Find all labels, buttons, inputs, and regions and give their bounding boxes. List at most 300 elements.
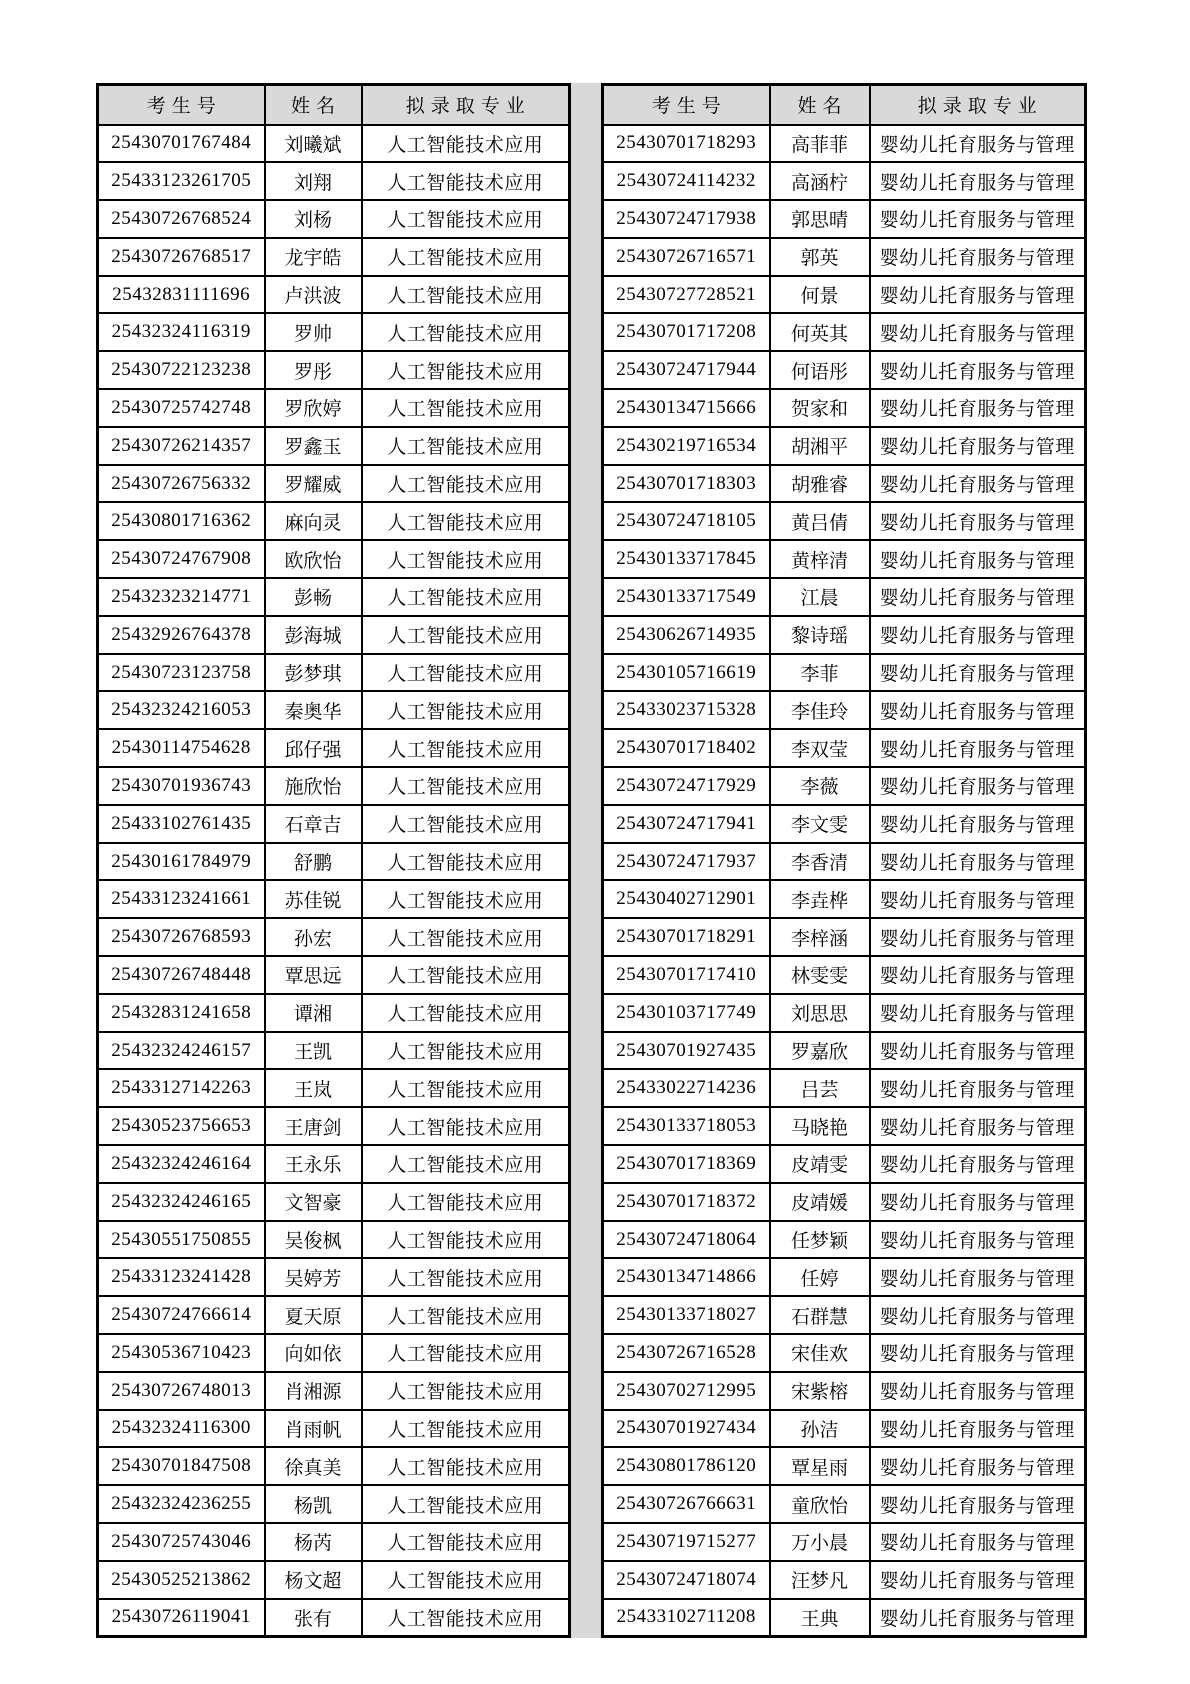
candidate-number-cell: 25430402712901 — [603, 880, 770, 918]
major-cell: 人工智能技术应用 — [362, 351, 570, 389]
table-row — [603, 1032, 1086, 1070]
candidate-number-cell: 25430702712995 — [603, 1372, 770, 1410]
table-row — [98, 1296, 570, 1334]
major-cell: 人工智能技术应用 — [362, 1145, 570, 1183]
major-cell: 人工智能技术应用 — [362, 1523, 570, 1561]
major-cell: 人工智能技术应用 — [362, 956, 570, 994]
major-cell: 人工智能技术应用 — [362, 465, 570, 503]
table-row — [603, 843, 1086, 881]
candidate-number-cell: 25432324246157 — [98, 1032, 265, 1070]
table-row — [603, 276, 1086, 314]
candidate-number-cell: 25430723123758 — [98, 654, 265, 692]
name-cell: 徐真美 — [265, 1447, 362, 1485]
major-cell: 婴幼儿托育服务与管理 — [870, 729, 1086, 767]
major-cell: 人工智能技术应用 — [362, 880, 570, 918]
name-cell: 黎诗瑶 — [770, 616, 870, 654]
name-cell: 马晓艳 — [770, 1107, 870, 1145]
candidate-number-cell: 25430219716534 — [603, 427, 770, 465]
column-header: 姓名 — [770, 85, 870, 125]
name-cell: 童欣怡 — [770, 1485, 870, 1523]
table-row — [98, 125, 570, 163]
name-cell: 彭海城 — [265, 616, 362, 654]
name-cell: 王岚 — [265, 1069, 362, 1107]
candidate-number-cell: 25430726119041 — [98, 1599, 265, 1637]
table-row — [98, 843, 570, 881]
table-row — [98, 1410, 570, 1448]
major-cell: 婴幼儿托育服务与管理 — [870, 200, 1086, 238]
table-row — [98, 1447, 570, 1485]
table-row — [603, 1221, 1086, 1259]
table-row — [98, 351, 570, 389]
candidate-number-cell: 25432324216053 — [98, 691, 265, 729]
major-cell: 人工智能技术应用 — [362, 1221, 570, 1259]
major-cell: 人工智能技术应用 — [362, 540, 570, 578]
candidate-number-cell: 25430103717749 — [603, 994, 770, 1032]
table-row — [98, 729, 570, 767]
candidate-number-cell: 25430134714866 — [603, 1258, 770, 1296]
name-cell: 覃思远 — [265, 956, 362, 994]
table-row — [603, 805, 1086, 843]
candidate-number-cell: 25430726768593 — [98, 918, 265, 956]
table-row — [603, 1523, 1086, 1561]
table-row — [98, 389, 570, 427]
table-row — [98, 540, 570, 578]
major-cell: 婴幼儿托育服务与管理 — [870, 578, 1086, 616]
major-cell: 婴幼儿托育服务与管理 — [870, 276, 1086, 314]
major-cell: 人工智能技术应用 — [362, 1599, 570, 1637]
candidate-number-cell: 25430551750855 — [98, 1221, 265, 1259]
name-cell: 向如依 — [265, 1334, 362, 1372]
name-cell: 张有 — [265, 1599, 362, 1637]
name-cell: 孙宏 — [265, 918, 362, 956]
name-cell: 江晨 — [770, 578, 870, 616]
candidate-number-cell: 25430724718105 — [603, 502, 770, 540]
name-cell: 彭梦琪 — [265, 654, 362, 692]
name-cell: 肖雨帆 — [265, 1410, 362, 1448]
table-row — [603, 540, 1086, 578]
name-cell: 吴俊枫 — [265, 1221, 362, 1259]
candidate-number-cell: 25432323214771 — [98, 578, 265, 616]
major-cell: 婴幼儿托育服务与管理 — [870, 994, 1086, 1032]
header-row — [98, 85, 570, 125]
candidate-number-cell: 25430701718369 — [603, 1145, 770, 1183]
name-cell: 石章吉 — [265, 805, 362, 843]
candidate-number-cell: 25430724718074 — [603, 1561, 770, 1599]
candidate-number-cell: 25430701718291 — [603, 918, 770, 956]
table-row — [98, 427, 570, 465]
major-cell: 人工智能技术应用 — [362, 200, 570, 238]
table-row — [603, 1145, 1086, 1183]
major-cell: 人工智能技术应用 — [362, 427, 570, 465]
table-header — [603, 85, 1086, 125]
candidate-number-cell: 25432831241658 — [98, 994, 265, 1032]
name-cell: 高涵柠 — [770, 162, 870, 200]
major-cell: 婴幼儿托育服务与管理 — [870, 1032, 1086, 1070]
candidate-number-cell: 25430626714935 — [603, 616, 770, 654]
candidate-number-cell: 25432324116300 — [98, 1410, 265, 1448]
major-cell: 婴幼儿托育服务与管理 — [870, 465, 1086, 503]
major-cell: 婴幼儿托育服务与管理 — [870, 1599, 1086, 1637]
table-row — [603, 691, 1086, 729]
major-cell: 婴幼儿托育服务与管理 — [870, 1069, 1086, 1107]
table-row — [98, 1107, 570, 1145]
name-cell: 吕芸 — [770, 1069, 870, 1107]
candidate-number-cell: 25430724717929 — [603, 767, 770, 805]
major-cell: 人工智能技术应用 — [362, 1561, 570, 1599]
candidate-number-cell: 25433127142263 — [98, 1069, 265, 1107]
name-cell: 刘曦斌 — [265, 125, 362, 163]
table-row — [98, 313, 570, 351]
name-cell: 肖湘源 — [265, 1372, 362, 1410]
table-row — [98, 767, 570, 805]
major-cell: 婴幼儿托育服务与管理 — [870, 1145, 1086, 1183]
table-row — [603, 1107, 1086, 1145]
candidate-number-cell: 25430133718027 — [603, 1296, 770, 1334]
table-row — [603, 389, 1086, 427]
name-cell: 刘思思 — [770, 994, 870, 1032]
candidate-number-cell: 25433023715328 — [603, 691, 770, 729]
name-cell: 刘杨 — [265, 200, 362, 238]
name-cell: 谭湘 — [265, 994, 362, 1032]
candidate-number-cell: 25430726768517 — [98, 238, 265, 276]
candidate-number-cell: 25430726716571 — [603, 238, 770, 276]
table-row — [98, 994, 570, 1032]
table-row — [98, 1599, 570, 1637]
name-cell: 石群慧 — [770, 1296, 870, 1334]
major-cell: 人工智能技术应用 — [362, 162, 570, 200]
candidate-number-cell: 25430724766614 — [98, 1296, 265, 1334]
table-row — [603, 880, 1086, 918]
major-cell: 人工智能技术应用 — [362, 389, 570, 427]
table-row — [603, 427, 1086, 465]
name-cell: 任梦颖 — [770, 1221, 870, 1259]
major-cell: 婴幼儿托育服务与管理 — [870, 691, 1086, 729]
name-cell: 黄吕倩 — [770, 502, 870, 540]
major-cell: 婴幼儿托育服务与管理 — [870, 616, 1086, 654]
table-row — [98, 276, 570, 314]
table-row — [603, 1372, 1086, 1410]
table-row — [98, 691, 570, 729]
name-cell: 杨芮 — [265, 1523, 362, 1561]
name-cell: 施欣怡 — [265, 767, 362, 805]
major-cell: 人工智能技术应用 — [362, 918, 570, 956]
major-cell: 婴幼儿托育服务与管理 — [870, 1561, 1086, 1599]
major-cell: 婴幼儿托育服务与管理 — [870, 1334, 1086, 1372]
candidate-number-cell: 25433123261705 — [98, 162, 265, 200]
name-cell: 李薇 — [770, 767, 870, 805]
candidate-number-cell: 25430134715666 — [603, 389, 770, 427]
candidate-number-cell: 25433022714236 — [603, 1069, 770, 1107]
candidate-number-cell: 25430726716528 — [603, 1334, 770, 1372]
candidate-number-cell: 25430701927435 — [603, 1032, 770, 1070]
name-cell: 罗鑫玉 — [265, 427, 362, 465]
table-row — [603, 351, 1086, 389]
name-cell: 罗嘉欣 — [770, 1032, 870, 1070]
major-cell: 婴幼儿托育服务与管理 — [870, 805, 1086, 843]
major-cell: 婴幼儿托育服务与管理 — [870, 125, 1086, 163]
major-cell: 人工智能技术应用 — [362, 1107, 570, 1145]
name-cell: 何英其 — [770, 313, 870, 351]
name-cell: 李文雯 — [770, 805, 870, 843]
major-cell: 人工智能技术应用 — [362, 1032, 570, 1070]
candidate-number-cell: 25430114754628 — [98, 729, 265, 767]
table-divider-strip — [571, 83, 601, 1638]
table-row — [603, 313, 1086, 351]
major-cell: 人工智能技术应用 — [362, 276, 570, 314]
major-cell: 婴幼儿托育服务与管理 — [870, 1447, 1086, 1485]
name-cell: 夏天原 — [265, 1296, 362, 1334]
major-cell: 婴幼儿托育服务与管理 — [870, 351, 1086, 389]
name-cell: 李梓涵 — [770, 918, 870, 956]
candidate-number-cell: 25430701847508 — [98, 1447, 265, 1485]
name-cell: 覃星雨 — [770, 1447, 870, 1485]
major-cell: 婴幼儿托育服务与管理 — [870, 313, 1086, 351]
table-row — [603, 578, 1086, 616]
table-row — [98, 1221, 570, 1259]
name-cell: 宋紫榕 — [770, 1372, 870, 1410]
major-cell: 婴幼儿托育服务与管理 — [870, 843, 1086, 881]
admission-tables-container — [96, 83, 1087, 1638]
header-row — [603, 85, 1086, 125]
name-cell: 郭思晴 — [770, 200, 870, 238]
name-cell: 杨凯 — [265, 1485, 362, 1523]
candidate-number-cell: 25430133717549 — [603, 578, 770, 616]
candidate-number-cell: 25430525213862 — [98, 1561, 265, 1599]
name-cell: 李香清 — [770, 843, 870, 881]
major-cell: 婴幼儿托育服务与管理 — [870, 956, 1086, 994]
major-cell: 婴幼儿托育服务与管理 — [870, 880, 1086, 918]
candidate-number-cell: 25430722123238 — [98, 351, 265, 389]
name-cell: 万小晨 — [770, 1523, 870, 1561]
major-cell: 人工智能技术应用 — [362, 843, 570, 881]
name-cell: 王唐剑 — [265, 1107, 362, 1145]
admission-table-ai — [96, 83, 571, 1638]
table-row — [98, 918, 570, 956]
name-cell: 秦奥华 — [265, 691, 362, 729]
major-cell: 人工智能技术应用 — [362, 729, 570, 767]
table-row — [98, 616, 570, 654]
candidate-number-cell: 25430133718053 — [603, 1107, 770, 1145]
table-row — [603, 1296, 1086, 1334]
name-cell: 苏佳锐 — [265, 880, 362, 918]
name-cell: 胡湘平 — [770, 427, 870, 465]
major-cell: 人工智能技术应用 — [362, 313, 570, 351]
admission-table-childcare — [601, 83, 1087, 1638]
major-cell: 婴幼儿托育服务与管理 — [870, 1107, 1086, 1145]
major-cell: 人工智能技术应用 — [362, 1183, 570, 1221]
name-cell: 李菲 — [770, 654, 870, 692]
name-cell: 罗欣婷 — [265, 389, 362, 427]
table-row — [98, 654, 570, 692]
candidate-number-cell: 25430523756653 — [98, 1107, 265, 1145]
major-cell: 人工智能技术应用 — [362, 1258, 570, 1296]
major-cell: 人工智能技术应用 — [362, 691, 570, 729]
candidate-number-cell: 25430701718372 — [603, 1183, 770, 1221]
name-cell: 高菲菲 — [770, 125, 870, 163]
table-header — [98, 85, 570, 125]
candidate-number-cell: 25430726768524 — [98, 200, 265, 238]
candidate-number-cell: 25430724718064 — [603, 1221, 770, 1259]
candidate-number-cell: 25430724717941 — [603, 805, 770, 843]
name-cell: 李垚桦 — [770, 880, 870, 918]
major-cell: 人工智能技术应用 — [362, 238, 570, 276]
candidate-number-cell: 25430727728521 — [603, 276, 770, 314]
candidate-number-cell: 25433123241661 — [98, 880, 265, 918]
major-cell: 婴幼儿托育服务与管理 — [870, 1410, 1086, 1448]
major-cell: 人工智能技术应用 — [362, 125, 570, 163]
major-cell: 人工智能技术应用 — [362, 1485, 570, 1523]
major-cell: 婴幼儿托育服务与管理 — [870, 1296, 1086, 1334]
major-cell: 人工智能技术应用 — [362, 767, 570, 805]
major-cell: 婴幼儿托育服务与管理 — [870, 1221, 1086, 1259]
column-header: 拟录取专业 — [362, 85, 570, 125]
candidate-number-cell: 25432831111696 — [98, 276, 265, 314]
name-cell: 宋佳欢 — [770, 1334, 870, 1372]
table-row — [603, 1599, 1086, 1637]
name-cell: 孙洁 — [770, 1410, 870, 1448]
name-cell: 郭英 — [770, 238, 870, 276]
column-header: 姓名 — [265, 85, 362, 125]
candidate-number-cell: 25430801716362 — [98, 502, 265, 540]
name-cell: 吴婷芳 — [265, 1258, 362, 1296]
candidate-number-cell: 25430724717938 — [603, 200, 770, 238]
major-cell: 婴幼儿托育服务与管理 — [870, 1523, 1086, 1561]
candidate-number-cell: 25430726214357 — [98, 427, 265, 465]
table-row — [603, 1485, 1086, 1523]
candidate-number-cell: 25430724767908 — [98, 540, 265, 578]
table-row — [98, 1183, 570, 1221]
major-cell: 人工智能技术应用 — [362, 502, 570, 540]
table-row — [98, 1258, 570, 1296]
table-row — [98, 805, 570, 843]
table-row — [98, 465, 570, 503]
name-cell: 罗帅 — [265, 313, 362, 351]
candidate-number-cell: 25430726756332 — [98, 465, 265, 503]
name-cell: 王永乐 — [265, 1145, 362, 1183]
candidate-number-cell: 25430724717944 — [603, 351, 770, 389]
table-row — [98, 502, 570, 540]
name-cell: 龙宇皓 — [265, 238, 362, 276]
major-cell: 婴幼儿托育服务与管理 — [870, 540, 1086, 578]
name-cell: 刘翔 — [265, 162, 362, 200]
candidate-number-cell: 25432324246165 — [98, 1183, 265, 1221]
table-row — [603, 654, 1086, 692]
name-cell: 杨文超 — [265, 1561, 362, 1599]
name-cell: 胡雅睿 — [770, 465, 870, 503]
candidate-number-cell: 25430701767484 — [98, 125, 265, 163]
table-row — [603, 918, 1086, 956]
name-cell: 皮靖雯 — [770, 1145, 870, 1183]
table-row — [98, 578, 570, 616]
candidate-number-cell: 25430724717937 — [603, 843, 770, 881]
name-cell: 邱仔强 — [265, 729, 362, 767]
name-cell: 何语彤 — [770, 351, 870, 389]
name-cell: 王凯 — [265, 1032, 362, 1070]
candidate-number-cell: 25430726766631 — [603, 1485, 770, 1523]
table-row — [603, 162, 1086, 200]
candidate-number-cell: 25430719715277 — [603, 1523, 770, 1561]
candidate-number-cell: 25430701717208 — [603, 313, 770, 351]
major-cell: 婴幼儿托育服务与管理 — [870, 767, 1086, 805]
column-header: 考生号 — [98, 85, 265, 125]
name-cell: 卢洪波 — [265, 276, 362, 314]
table-row — [603, 767, 1086, 805]
major-cell: 人工智能技术应用 — [362, 1447, 570, 1485]
table-row — [98, 200, 570, 238]
table-row — [603, 616, 1086, 654]
candidate-number-cell: 25432324246164 — [98, 1145, 265, 1183]
column-header: 考生号 — [603, 85, 770, 125]
candidate-number-cell: 25433102711208 — [603, 1599, 770, 1637]
candidate-number-cell: 25433102761435 — [98, 805, 265, 843]
candidate-number-cell: 25433123241428 — [98, 1258, 265, 1296]
major-cell: 人工智能技术应用 — [362, 578, 570, 616]
major-cell: 婴幼儿托育服务与管理 — [870, 427, 1086, 465]
candidate-number-cell: 25430724114232 — [603, 162, 770, 200]
candidate-number-cell: 25430133717845 — [603, 540, 770, 578]
name-cell: 罗彤 — [265, 351, 362, 389]
major-cell: 人工智能技术应用 — [362, 654, 570, 692]
table-row — [98, 1334, 570, 1372]
name-cell: 任婷 — [770, 1258, 870, 1296]
name-cell: 李佳玲 — [770, 691, 870, 729]
candidate-number-cell: 25432324116319 — [98, 313, 265, 351]
major-cell: 人工智能技术应用 — [362, 994, 570, 1032]
table-row — [603, 200, 1086, 238]
major-cell: 人工智能技术应用 — [362, 1069, 570, 1107]
candidate-number-cell: 25430105716619 — [603, 654, 770, 692]
name-cell: 李双莹 — [770, 729, 870, 767]
major-cell: 婴幼儿托育服务与管理 — [870, 1372, 1086, 1410]
name-cell: 皮靖媛 — [770, 1183, 870, 1221]
candidate-number-cell: 25430726748448 — [98, 956, 265, 994]
table-row — [603, 1561, 1086, 1599]
column-header: 拟录取专业 — [870, 85, 1086, 125]
name-cell: 王典 — [770, 1599, 870, 1637]
major-cell: 人工智能技术应用 — [362, 1296, 570, 1334]
major-cell: 婴幼儿托育服务与管理 — [870, 389, 1086, 427]
table-row — [603, 465, 1086, 503]
major-cell: 人工智能技术应用 — [362, 1372, 570, 1410]
name-cell: 彭畅 — [265, 578, 362, 616]
major-cell: 人工智能技术应用 — [362, 805, 570, 843]
table-row — [603, 994, 1086, 1032]
table-row — [603, 125, 1086, 163]
table-row — [603, 729, 1086, 767]
name-cell: 黄梓清 — [770, 540, 870, 578]
table-row — [603, 1447, 1086, 1485]
table-row — [98, 880, 570, 918]
major-cell: 人工智能技术应用 — [362, 1410, 570, 1448]
candidate-number-cell: 25430726748013 — [98, 1372, 265, 1410]
major-cell: 婴幼儿托育服务与管理 — [870, 1258, 1086, 1296]
name-cell: 林雯雯 — [770, 956, 870, 994]
candidate-number-cell: 25430725743046 — [98, 1523, 265, 1561]
table-row — [98, 1032, 570, 1070]
table-row — [603, 956, 1086, 994]
major-cell: 人工智能技术应用 — [362, 1334, 570, 1372]
table-row — [603, 238, 1086, 276]
name-cell: 欧欣怡 — [265, 540, 362, 578]
candidate-number-cell: 25430725742748 — [98, 389, 265, 427]
table-row — [98, 1561, 570, 1599]
candidate-number-cell: 25430701718303 — [603, 465, 770, 503]
major-cell: 人工智能技术应用 — [362, 616, 570, 654]
candidate-number-cell: 25430701717410 — [603, 956, 770, 994]
table-row — [98, 162, 570, 200]
table-row — [98, 1523, 570, 1561]
major-cell: 婴幼儿托育服务与管理 — [870, 502, 1086, 540]
